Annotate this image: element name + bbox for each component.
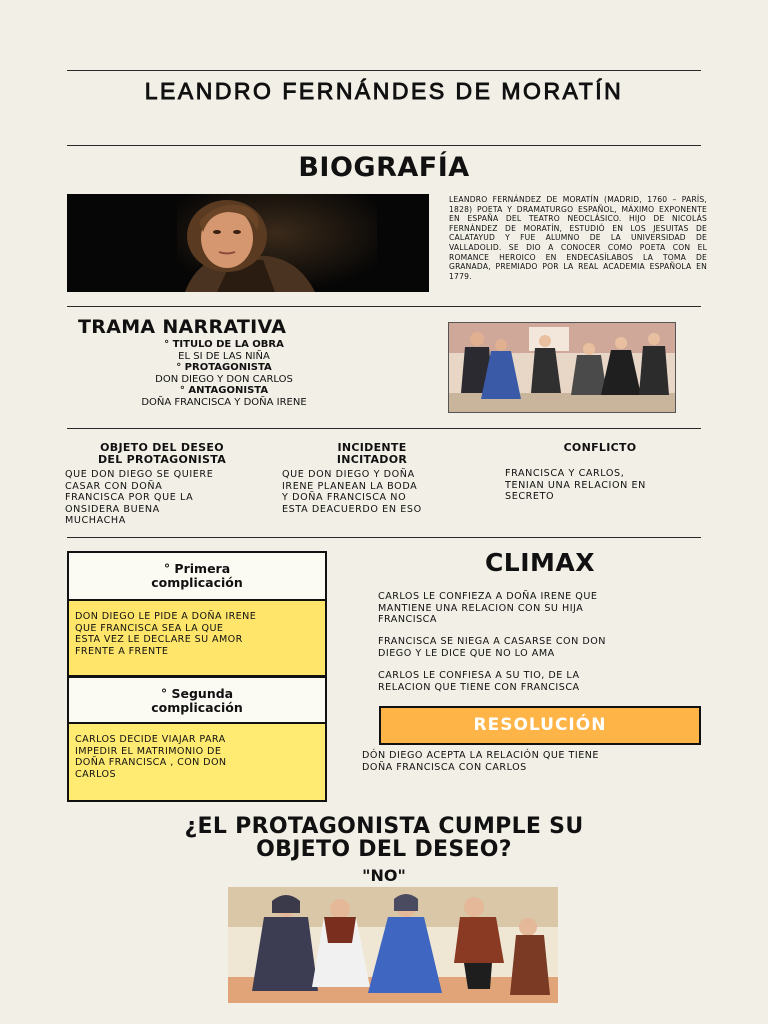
climax-heading: CLIMAX	[484, 548, 596, 577]
text-line: SECRETO	[505, 491, 555, 502]
text-line: DOÑA FRANCISCA , CON DON	[75, 757, 227, 768]
resolucion-text	[362, 750, 702, 773]
objeto-text	[62, 469, 262, 527]
text-line: ESTA DEACUERDO EN ESO	[282, 503, 422, 515]
answer-no: "NO"	[362, 866, 406, 885]
author-portrait	[67, 194, 429, 292]
primera-label: ° Primera	[163, 561, 231, 576]
text-line: DOÑA FRANCISCA CON CARLOS	[362, 761, 527, 773]
scene-illustration	[448, 322, 676, 413]
text-line: FRANCISCA SE NIEGA A CASARSE CON DON	[378, 636, 606, 647]
biography-text: LEANDRO FERNÁNDEZ DE MORATÍN (MADRID, 1760 – PARÍS, 1828) POETA Y DRAMATURGO ESPAÑOL, MÁXIMO EXPONENTE EN ESPAÑA DEL TEATRO NEOCLÁSICO. HIJO DE NICOLÁS FERNÁNDEZ DE MORATÍN, ESTUDIÓ EN LOS JESUITAS DE CALATAYUD Y FUE ALUMNO DE LA UNIVERSIDAD DE VALLADOLID. SE DIO A CONOCER COMO POETA CON EL ROMANCE HEROICO EN ENDECASÍLABOS LA TOMA DE GRANADA, PREMIADO POR LA REAL ACADEMIA ESPAÑOLA EN 1779.	[449, 195, 707, 281]
resolucion-banner: RESOLUCIÓN	[379, 706, 701, 745]
trama-divider	[67, 428, 701, 429]
page-title: LEANDRO FERNÁNDES DE MORATÍN	[144, 78, 624, 104]
text-line: FRENTE A FRENTE	[75, 645, 169, 657]
objeto-column	[62, 442, 262, 527]
climax-paragraph-1	[378, 591, 708, 626]
text-line: CARLOS LE CONFIESA A SU TIO, DE LA	[378, 670, 580, 681]
segunda-complicacion-text	[67, 722, 327, 802]
question-heading	[0, 815, 768, 861]
text-line: QUE FRANCISCA SEA LA QUE	[75, 622, 224, 634]
text-line: Y DOÑA FRANCISCA NO	[282, 492, 407, 503]
text-line: CARLOS DECIDE VIAJAR PARA	[75, 734, 226, 745]
text-line: IMPEDIR EL MATRIMONIO DE	[75, 745, 222, 757]
trama-list	[104, 339, 344, 408]
text-line: TENIAN UNA RELACION EN	[505, 479, 646, 491]
text-line: DIEGO Y LE DICE QUE NO LO AMA	[378, 647, 555, 659]
final-scene-illustration	[228, 887, 558, 1003]
trama-heading: TRAMA NARRATIVA	[78, 316, 287, 338]
title-divider	[67, 145, 701, 146]
text-line: DÓN DIEGO ACEPTA LA RELACIÓN QUE TIENE	[362, 750, 599, 761]
conflicto-column	[505, 442, 705, 503]
text-line: FRANCISCA	[378, 614, 437, 625]
conflicto-heading: CONFLICTO	[563, 441, 637, 454]
protagonista-label: ° PROTAGONISTA	[176, 362, 272, 373]
antagonista-value: DOÑA FRANCISCA Y DOÑA IRENE	[141, 396, 307, 408]
conflicto-text	[505, 468, 705, 503]
text-line: ESTA VEZ LE DECLARE SU AMOR	[75, 634, 243, 645]
text-line: RELACION QUE TIENE CON FRANCISCA	[378, 681, 580, 693]
text-line: FRANCISCA POR QUE LA	[65, 492, 194, 503]
primera-complicacion-header	[67, 551, 327, 601]
top-divider	[67, 70, 701, 71]
incidente-heading-1: INCIDENTE	[337, 441, 407, 454]
biografia-divider	[67, 306, 701, 307]
primera-label-2: complicación	[151, 574, 243, 590]
antagonista-label: ° ANTAGONISTA	[179, 385, 269, 396]
segunda-label: ° Segunda	[160, 686, 234, 701]
text-line: ONSIDERA BUENA	[65, 503, 160, 515]
objeto-heading-1: OBJETO DEL DESEO	[100, 441, 224, 454]
question-line-2: OBJETO DEL DESEO?	[256, 837, 512, 862]
primera-complicacion-text	[67, 599, 327, 677]
text-line: QUE DON DIEGO SE QUIERE	[65, 469, 214, 480]
columns-divider	[67, 537, 701, 538]
titulo-label: ° TITULO DE LA OBRA	[164, 339, 284, 350]
objeto-heading-2: DEL PROTAGONISTA	[97, 453, 227, 466]
titulo-value: EL SI DE LAS NIÑA	[178, 350, 270, 362]
climax-paragraph-3	[378, 670, 708, 693]
text-line: CASAR CON DOÑA	[65, 480, 163, 492]
text-line: CARLOS	[75, 768, 116, 780]
text-line: MANTIENE UNA RELACION CON SU HIJA	[378, 602, 584, 614]
text-line: FRANCISCA Y CARLOS,	[505, 468, 625, 479]
incidente-text	[282, 469, 482, 515]
text-line: DON DIEGO LE PIDE A DOÑA IRENE	[75, 611, 257, 622]
segunda-label-2: complicación	[151, 699, 243, 715]
protagonista-value: DON DIEGO Y DON CARLOS	[155, 373, 293, 385]
segunda-complicacion-header	[67, 676, 327, 724]
incidente-column	[282, 442, 482, 515]
climax-paragraph-2	[378, 636, 708, 659]
text-line: IRENE PLANEAN LA BODA	[282, 480, 418, 492]
text-line: CARLOS LE CONFIEZA A DOÑA IRENE QUE	[378, 591, 598, 602]
biografia-heading: BIOGRAFÍA	[298, 152, 470, 183]
text-line: MUCHACHA	[65, 515, 126, 526]
text-line: QUE DON DIEGO Y DOÑA	[282, 469, 415, 480]
incidente-heading-2: INCITADOR	[336, 453, 408, 466]
question-line-1: ¿EL PROTAGONISTA CUMPLE SU	[184, 814, 584, 839]
